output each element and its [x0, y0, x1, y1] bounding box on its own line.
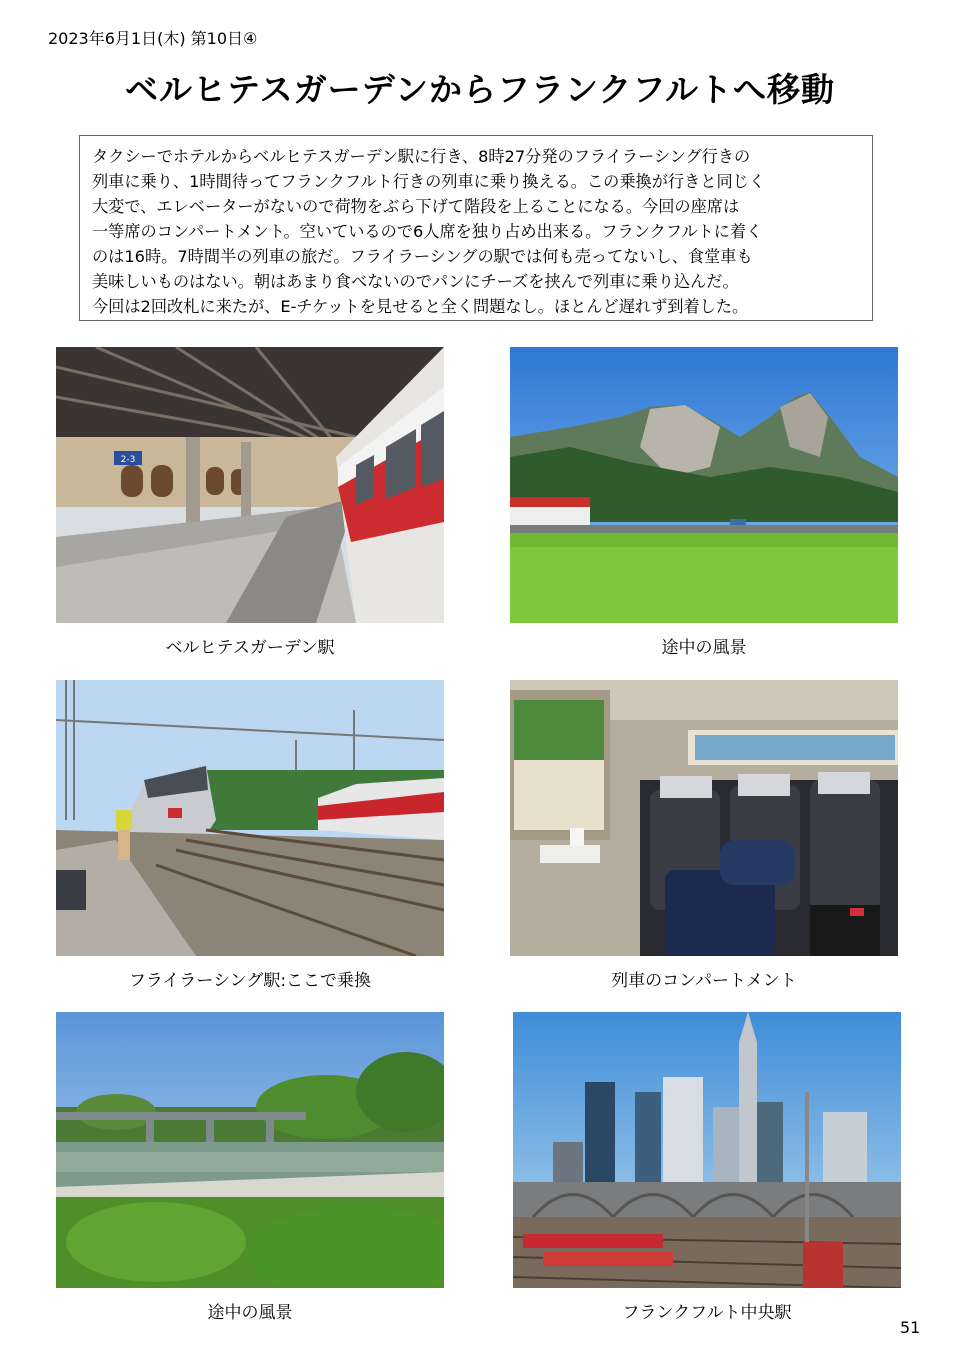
body-text-box: [79, 135, 873, 321]
body-line: 大変で、エレベーターがないので荷物をぶら下げて階段を上ることになる。今回の座席は: [92, 197, 740, 216]
photo-train-compartment: [510, 680, 898, 956]
caption-photo-1: ベルヒテスガーデン駅: [165, 638, 335, 658]
photo-frankfurt-station: [513, 1012, 901, 1288]
body-line: 一等席のコンパートメント。空いているので6人席を独り占め出来る。フランクフルトに着く: [92, 222, 763, 241]
photo-scenery-mountains: [510, 347, 898, 623]
caption-photo-2: 途中の風景: [661, 638, 747, 658]
body-line: 今回は2回改札に来たが、E-チケットを見せると全く問題なし。ほとんど遅れず到着した。: [92, 297, 749, 316]
body-line: 列車に乗り、1時間待ってフランクフルト行きの列車に乗り換える。この乗換が行きと同じく: [92, 172, 766, 191]
caption-photo-4: 列車のコンパートメント: [611, 971, 797, 991]
page-number: 51: [900, 1318, 921, 1337]
caption-photo-3: フライラーシング駅:ここで乗換: [128, 971, 372, 991]
body-line: タクシーでホテルからベルヒテスガーデン駅に行き、8時27分発のフライラーシング行きの: [92, 147, 751, 166]
photo-berchtesgaden-station: [56, 347, 444, 623]
page-date: 2023年6月1日(木) 第10日④: [48, 29, 258, 48]
caption-photo-5: 途中の風景: [207, 1303, 293, 1323]
platform-sign-label: 2-3: [120, 455, 136, 465]
body-line: 美味しいものはない。朝はあまり食べないのでパンにチーズを挟んで列車に乗り込んだ。: [92, 272, 739, 291]
photo-freilassing-station: [56, 680, 444, 956]
caption-photo-6: フランクフルト中央駅: [622, 1303, 792, 1323]
body-line: のは16時。7時間半の列車の旅だ。フライラーシングの駅では何も売ってないし、食堂車も: [92, 247, 753, 266]
page-title: ベルヒテスガーデンからフランクフルトへ移動: [124, 70, 836, 109]
photo-scenery-bridge: [56, 1012, 444, 1288]
